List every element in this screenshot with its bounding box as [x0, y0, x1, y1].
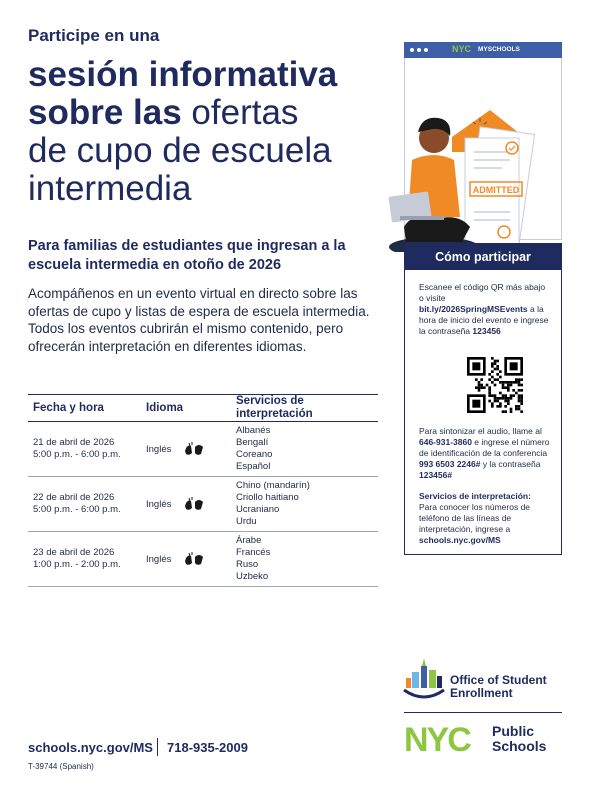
- interpretation-link[interactable]: schools.nyc.gov/MS: [419, 535, 501, 545]
- page-title: [28, 56, 388, 208]
- participate-web-instructions: [419, 282, 551, 337]
- cell-services: [236, 425, 376, 473]
- ps-line-1: Public: [492, 723, 535, 739]
- sign-language-icon: [183, 441, 205, 457]
- service-language: Francés: [236, 547, 271, 558]
- instr-text: Para conocer los números de teléfono de las líneas de interpretación, ingrese a: [419, 502, 531, 534]
- table-header: [28, 394, 378, 422]
- nyc-public-schools-logo: [404, 722, 564, 756]
- header-date: Fecha y hora: [33, 401, 104, 414]
- table-row: [28, 422, 378, 477]
- title-line-2-bold: sobre las: [28, 93, 182, 132]
- student-laptop-icon: [342, 52, 542, 252]
- title-line-4: intermedia: [28, 169, 192, 208]
- service-language: Bengalí: [236, 437, 269, 448]
- footer-phone[interactable]: 718-935-2009: [167, 740, 248, 755]
- event-date: 21 de abril de 2026: [33, 437, 115, 448]
- event-language: Inglés: [146, 498, 172, 510]
- participate-interpretation: [419, 491, 551, 546]
- table-body: [28, 422, 378, 587]
- instr-text: e ingrese el número de identificación de la conferencia: [419, 437, 550, 458]
- events-table: [28, 394, 378, 587]
- cell-services: [236, 480, 376, 528]
- hero-illustration: [404, 42, 562, 242]
- instr-text: Escanee el código QR más abajo o visite: [419, 282, 546, 303]
- participate-title: Cómo participar: [405, 244, 561, 270]
- table-row: [28, 477, 378, 532]
- subheading: Para familias de estudiantes que ingresan a la escuela intermedia en otoño de 2026: [28, 238, 346, 273]
- event-date: 23 de abril de 2026: [33, 547, 115, 558]
- audio-password: 123456#: [419, 470, 453, 480]
- service-language: Español: [236, 461, 271, 472]
- ps-line-2: Schools: [492, 738, 547, 754]
- instr-text: a la hora de inicio del evento e ingrese la contraseña: [419, 304, 549, 336]
- office-student-enrollment-logo: [402, 656, 567, 706]
- footer-divider: [157, 738, 158, 756]
- cell-language: [146, 441, 236, 457]
- interpretation-title: Servicios de interpretación:: [419, 491, 531, 501]
- event-date: 22 de abril de 2026: [33, 492, 115, 503]
- admitted-stamp: ADMITTED: [472, 185, 520, 195]
- svg-text:NYC: NYC: [404, 722, 470, 754]
- skyline-logo-icon: [402, 658, 446, 704]
- event-time: 5:00 p.m. - 6:00 p.m.: [33, 449, 121, 460]
- instr-text: y la contraseña: [480, 459, 541, 469]
- service-language: Ruso: [236, 559, 259, 570]
- service-language: Ucraniano: [236, 504, 280, 515]
- intro-paragraph: Acompáñenos en un evento virtual en directo sobre las ofertas de cupo y listas de espera de escuela intermedia. Todos los eventos cubrirán el mismo contenido, pero ofrecerán interpretación en diferentes idiomas.: [28, 286, 370, 354]
- sign-language-icon: [183, 496, 205, 512]
- service-language: Uzbeko: [236, 571, 269, 582]
- logo-divider: [404, 712, 562, 713]
- browser-label: MYSCHOOLS: [478, 46, 520, 53]
- event-language: Inglés: [146, 553, 172, 565]
- service-language: Chino (mandarín): [236, 480, 310, 491]
- ose-text: [450, 674, 547, 700]
- title-line-1: sesión informativa: [28, 55, 338, 94]
- event-time: 1:00 p.m. - 2:00 p.m.: [33, 559, 121, 570]
- header-language: Idioma: [146, 401, 184, 414]
- participate-box: [404, 243, 562, 555]
- cell-date-time: [28, 547, 146, 571]
- title-line-3: de cupo de escuela: [28, 131, 332, 170]
- audio-phone[interactable]: 646-931-3860: [419, 437, 472, 447]
- cell-services: [236, 535, 376, 583]
- event-time: 5:00 p.m. - 6:00 p.m.: [33, 504, 121, 515]
- public-schools-text: [492, 724, 546, 754]
- event-link[interactable]: bit.ly/2026SpringMSEvents: [419, 304, 528, 314]
- event-language: Inglés: [146, 443, 172, 455]
- service-language: Urdu: [236, 516, 257, 527]
- service-language: Árabe: [236, 535, 262, 546]
- event-password: 123456: [472, 326, 501, 336]
- participate-audio-instructions: [419, 426, 551, 481]
- service-language: Coreano: [236, 449, 273, 460]
- ose-line-2: Enrollment: [450, 686, 513, 700]
- document-code: T-39744 (Spanish): [28, 762, 94, 771]
- browser-logo: NYC: [452, 44, 472, 54]
- header-services: Servicios de interpretación: [236, 395, 313, 420]
- cell-date-time: [28, 437, 146, 461]
- service-language: Albanés: [236, 425, 271, 436]
- service-language: Criollo haitiano: [236, 492, 299, 503]
- instr-text: Para sintonizar el audio, llame al: [419, 426, 542, 436]
- kicker-text: Participe en una: [28, 26, 160, 45]
- qr-code-icon[interactable]: [467, 357, 523, 413]
- conference-id: 993 6503 2246#: [419, 459, 481, 469]
- participate-body: [405, 270, 561, 546]
- footer-website-link[interactable]: schools.nyc.gov/MS: [28, 740, 153, 755]
- cell-language: [146, 551, 236, 567]
- cell-language: [146, 496, 236, 512]
- cell-date-time: [28, 492, 146, 516]
- nyc-logo-icon: [404, 722, 488, 754]
- title-line-2-light: ofertas: [181, 93, 299, 132]
- sign-language-icon: [183, 551, 205, 567]
- ose-line-1: Office of Student: [450, 673, 547, 687]
- table-row: [28, 532, 378, 587]
